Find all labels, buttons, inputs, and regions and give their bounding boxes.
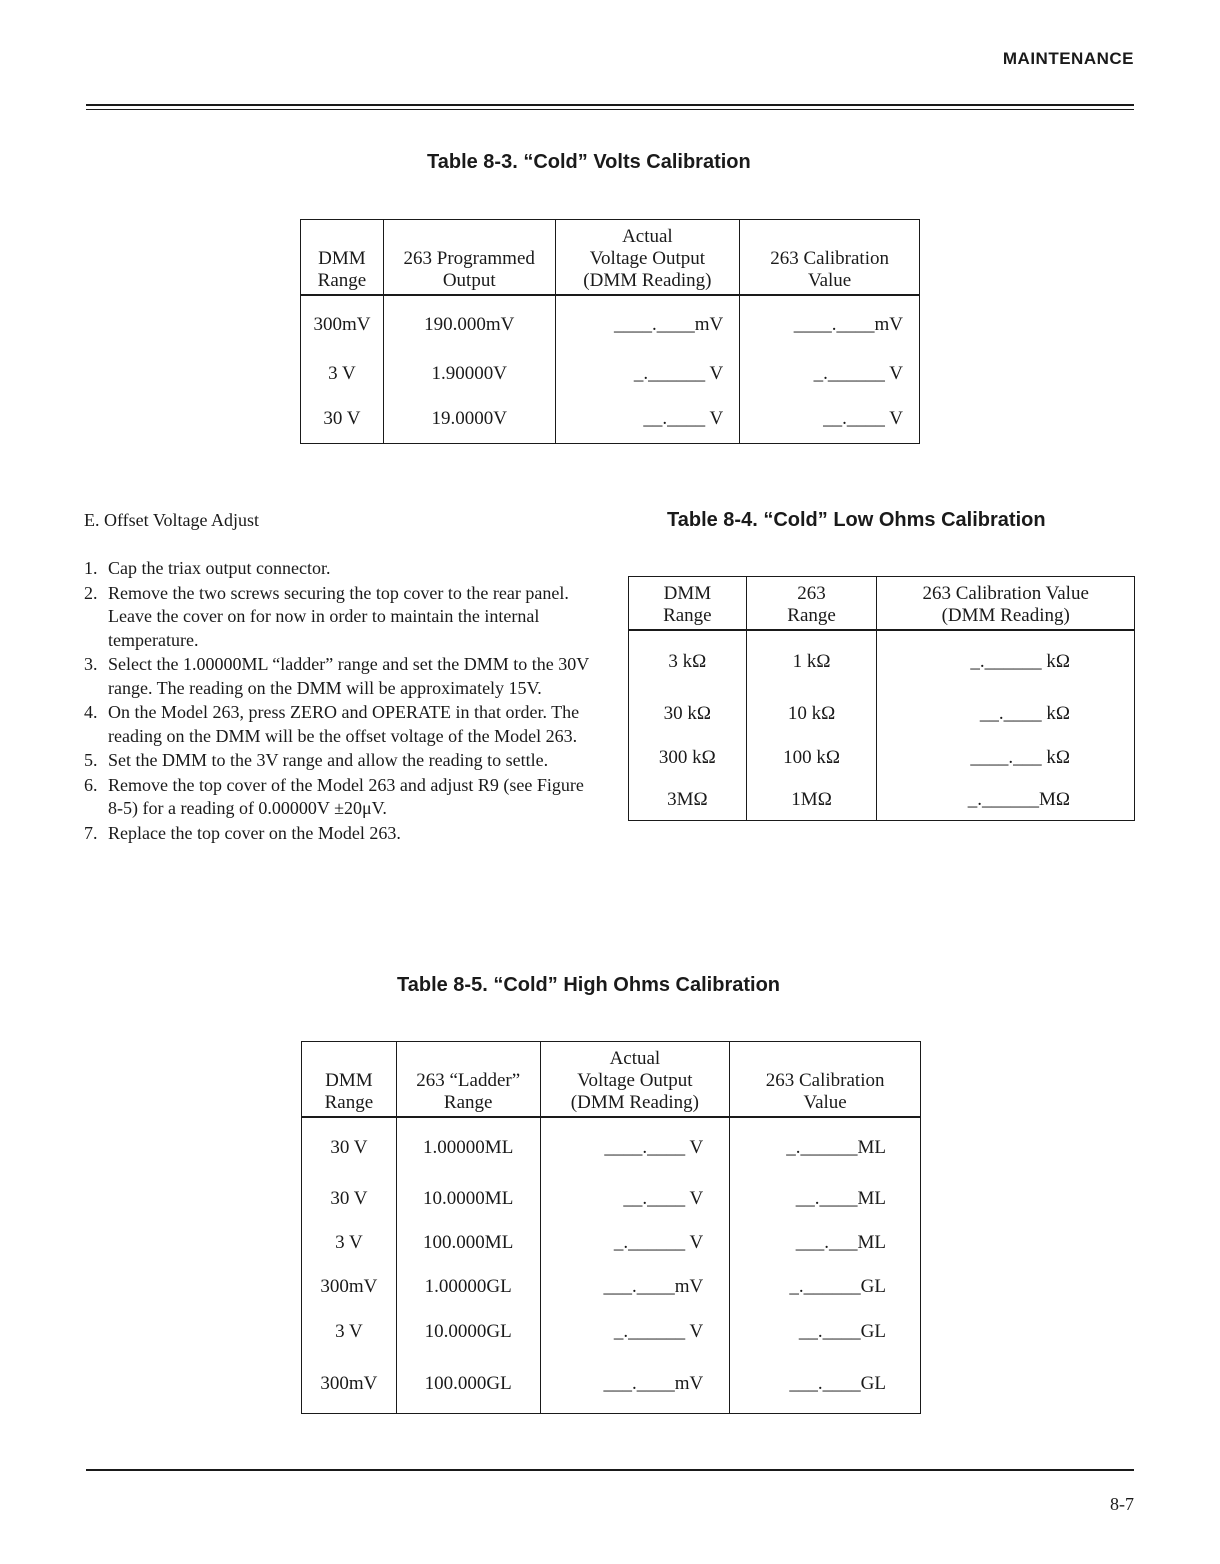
cell-programmed-output: 190.000mV (383, 295, 555, 353)
step-number: 1. (84, 558, 98, 578)
list-item (84, 822, 592, 846)
cell-ladder-range: 1.00000GL (396, 1265, 540, 1309)
list-item (84, 582, 592, 653)
table-8-5-caption: Table 8-5. “Cold” High Ohms Calibration (397, 974, 780, 996)
list-item (84, 749, 592, 773)
table-8-4 (628, 576, 1135, 821)
cell-blank-actual-output: ___.____mV (540, 1265, 730, 1309)
step-text: Remove the two screws securing the top cover to the rear panel. Leave the cover on for now in order to maintain the internal temperature. (108, 582, 569, 650)
cell-blank-actual-output: ___.____mV (540, 1355, 730, 1413)
step-text: Set the DMM to the 3V range and allow the reading to settle. (108, 750, 549, 770)
table-row (302, 1355, 921, 1413)
list-item (84, 774, 592, 821)
cell-dmm-range: 30 V (302, 1117, 397, 1177)
section-header: MAINTENANCE (1002, 49, 1134, 68)
cell-blank-calibration-value: ___.____GL (730, 1355, 921, 1413)
cell-blank-calibration-value: _.______ML (730, 1117, 921, 1177)
column-header: 263 “Ladder” Range (396, 1042, 540, 1118)
table-row (629, 736, 1135, 780)
cell-263-range: 1MΩ (746, 780, 877, 820)
cell-blank-calibration-value: _.______MΩ (877, 780, 1135, 820)
column-header: 263 Programmed Output (383, 220, 555, 296)
table-8-3-caption: Table 8-3. “Cold” Volts Calibration (427, 151, 751, 173)
footer-rule (86, 1469, 1134, 1471)
table-row (302, 1221, 921, 1265)
table-row (629, 692, 1135, 736)
column-header: Actual Voltage Output (DMM Reading) (540, 1042, 730, 1118)
table-8-5 (301, 1041, 921, 1414)
cell-blank-calibration-value: __.____ML (730, 1177, 921, 1221)
cell-programmed-output: 19.0000V (383, 395, 555, 443)
step-number: 7. (84, 822, 98, 843)
table-row (629, 780, 1135, 820)
column-header: 263 Calibration Value (730, 1042, 921, 1118)
table-row (301, 353, 920, 395)
cell-blank-actual-output: __.____ V (555, 395, 740, 443)
cell-dmm-range: 3 kΩ (629, 630, 747, 692)
procedure-steps (84, 557, 592, 846)
cell-dmm-range: 30 kΩ (629, 692, 747, 736)
step-number: 4. (84, 702, 98, 722)
cell-blank-actual-output: ____.____ V (540, 1117, 730, 1177)
cell-blank-calibration-value: __.____ kΩ (877, 692, 1135, 736)
column-header: 263 Calibration Value (740, 220, 920, 296)
step-number: 5. (84, 750, 98, 770)
cell-blank-calibration-value: _.______ V (740, 353, 920, 395)
step-text: Cap the triax output connector. (108, 558, 331, 578)
cell-dmm-range: 3MΩ (629, 780, 747, 820)
header-rule (86, 104, 1134, 106)
table-row (302, 1177, 921, 1221)
header-rule-thin (86, 109, 1134, 110)
table-8-4-caption: Table 8-4. “Cold” Low Ohms Calibration (667, 509, 1046, 531)
cell-programmed-output: 1.90000V (383, 353, 555, 395)
cell-blank-actual-output: _.______ V (555, 353, 740, 395)
cell-blank-calibration-value: __.____GL (730, 1309, 921, 1355)
cell-263-range: 1 kΩ (746, 630, 877, 692)
table-8-3 (300, 219, 920, 444)
cell-dmm-range: 300mV (302, 1355, 397, 1413)
step-number: 3. (84, 654, 98, 674)
cell-blank-calibration-value: _.______GL (730, 1265, 921, 1309)
page-number: 8-7 (1110, 1494, 1134, 1514)
table-row (302, 1309, 921, 1355)
step-number: 2. (84, 582, 98, 603)
cell-blank-calibration-value: __.____ V (740, 395, 920, 443)
cell-263-range: 100 kΩ (746, 736, 877, 780)
cell-dmm-range: 3 V (302, 1221, 397, 1265)
table-row (302, 1117, 921, 1177)
table-row (301, 295, 920, 353)
cell-blank-actual-output: _.______ V (540, 1309, 730, 1355)
cell-blank-calibration-value: ____.____mV (740, 295, 920, 353)
section-e-heading: E. Offset Voltage Adjust (84, 510, 259, 530)
cell-ladder-range: 10.0000ML (396, 1177, 540, 1221)
cell-dmm-range: 3 V (302, 1309, 397, 1355)
cell-blank-actual-output: ____.____mV (555, 295, 740, 353)
step-text: Replace the top cover on the Model 263. (108, 822, 401, 843)
column-header: 263 Range (746, 577, 877, 631)
cell-263-range: 10 kΩ (746, 692, 877, 736)
table-row (302, 1265, 921, 1309)
cell-dmm-range: 30 V (302, 1177, 397, 1221)
list-item (84, 557, 592, 581)
cell-blank-calibration-value: ___.___ML (730, 1221, 921, 1265)
cell-dmm-range: 30 V (301, 395, 384, 443)
column-header: DMM Range (302, 1042, 397, 1118)
list-item (84, 701, 592, 748)
cell-dmm-range: 300mV (301, 295, 384, 353)
cell-ladder-range: 100.000ML (396, 1221, 540, 1265)
cell-dmm-range: 300mV (302, 1265, 397, 1309)
step-number: 6. (84, 774, 98, 795)
cell-blank-actual-output: _.______ V (540, 1221, 730, 1265)
step-text: Select the 1.00000ML “ladder” range and set the DMM to the 30V range. The reading on the DMM will be approximately 15V. (108, 654, 589, 698)
column-header: 263 Calibration Value (DMM Reading) (877, 577, 1135, 631)
column-header: Actual Voltage Output (DMM Reading) (555, 220, 740, 296)
cell-ladder-range: 1.00000ML (396, 1117, 540, 1177)
column-header: DMM Range (301, 220, 384, 296)
cell-blank-calibration-value: _.______ kΩ (877, 630, 1135, 692)
list-item (84, 653, 592, 700)
cell-dmm-range: 3 V (301, 353, 384, 395)
cell-blank-actual-output: __.____ V (540, 1177, 730, 1221)
table-row (301, 395, 920, 443)
step-text: Remove the top cover of the Model 263 and adjust R9 (see Figure 8-5) for a reading of 0.00000V ±20μV. (108, 774, 584, 818)
table-row (629, 630, 1135, 692)
column-header: DMM Range (629, 577, 747, 631)
cell-ladder-range: 100.000GL (396, 1355, 540, 1413)
cell-blank-calibration-value: ____.___ kΩ (877, 736, 1135, 780)
step-text: On the Model 263, press ZERO and OPERATE in that order. The reading on the DMM will be the offset voltage of the Model 263. (108, 702, 580, 746)
cell-dmm-range: 300 kΩ (629, 736, 747, 780)
cell-ladder-range: 10.0000GL (396, 1309, 540, 1355)
